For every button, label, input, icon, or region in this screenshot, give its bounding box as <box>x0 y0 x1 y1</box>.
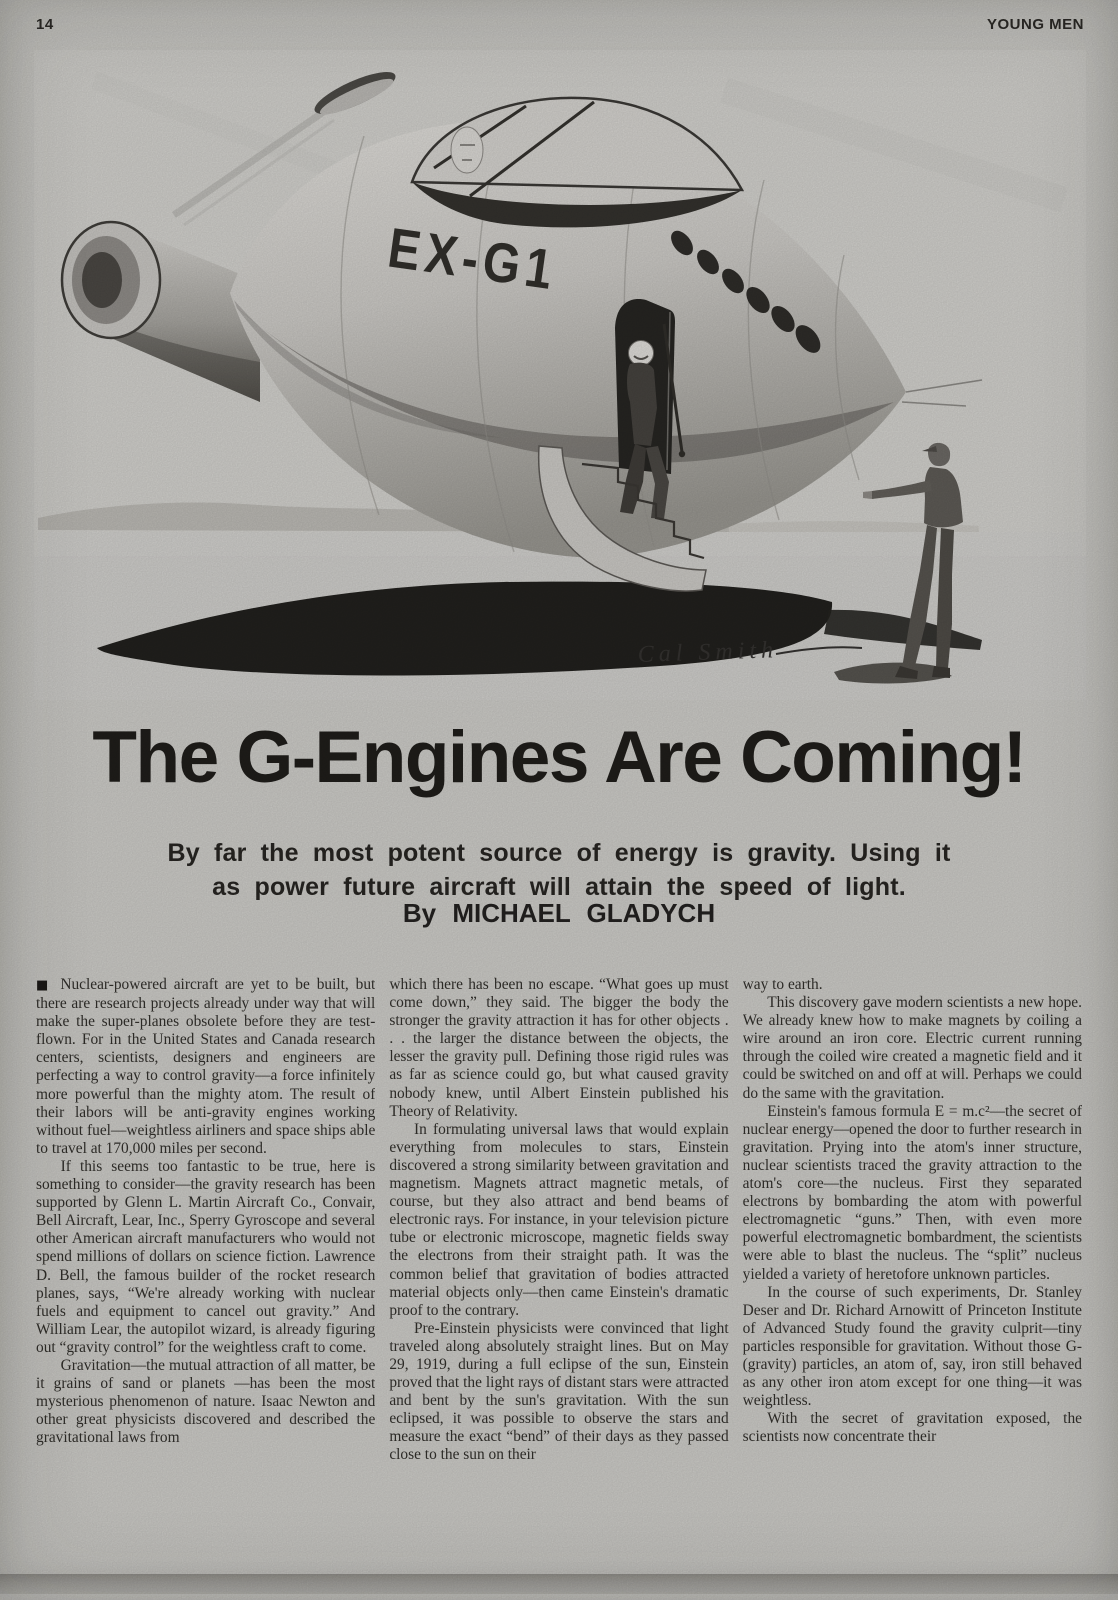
craft-marking: EX-G1 <box>384 215 590 306</box>
page-edge <box>0 1594 1118 1600</box>
body-paragraph <box>36 976 375 1158</box>
body-paragraph: which there has been no escape. “What goes up must come down,” they said. The bigger the body the stronger the gravity attraction it has for other objects . . . the larger the distance between the objects, the lesser the gravity pull. Defining those rigid rules was as far as science could go, but what caused gravity nobody knew, until Albert Einstein published his Theory of Relativity. <box>389 976 729 1120</box>
body-paragraph: If this seems too fantastic to be true, here is something to consider—the gravity research has been supported by Glenn L. Martin Aircraft Co., Convair, Bell Aircraft, Lear, Inc., Sperry Gyroscope and several other American aircraft manufacturers who would not spend millions of dollars on science fiction. Lawrence D. Bell, the famous builder of the rocket research planes, says, “We're already working with nuclear fuels and equipment to cancel out gravity.” And William Lear, the autopilot wizard, is already figuring out “gravity control” for the weightless craft to come. <box>36 1157 376 1356</box>
artist-signature: Cal Smith <box>637 637 779 668</box>
subtitle-line-2: as power future aircraft will attain the speed of light. <box>212 873 906 901</box>
body-paragraph: Einstein's famous formula E = m.c²—the secret of nuclear energy—opened the door to further research in gravitation. Prying into the atom's inner structure, nuclear scientists traced the gravity attraction to the atom's core—the nucleus. First they separated electrons by bombarding the atom with powerful electromagnetic “guns.” Then, with even more powerful electromagnetic bombardment, the scientists were able to blast the nucleus. The “split” nucleus yielded a variety of heretofore unknown particles. <box>742 1102 1082 1283</box>
article-subtitle <box>0 836 1118 904</box>
article-headline: The G-Engines Are Coming! <box>92 717 1026 798</box>
page-curl-shadow <box>0 1574 1118 1594</box>
column-3 <box>743 976 1082 1576</box>
paragraph-text: Nuclear-powered aircraft are yet to be built, but there are research projects already under way that will make the super-planes obsolete before they are test-flown. For in the United States and Canada research centers, scientists, designers and engineers are perfecting a way to control gravity—a force infinitely more powerful than the mighty atom. The result of their labors will be anti-gravity engines working without fuel—weightless airliners and space ships able to travel at 170,000 miles per second. <box>36 976 376 1157</box>
column-2 <box>389 976 728 1576</box>
cockpit-pilot-head <box>451 127 483 173</box>
body-paragraph: This discovery gave modern scientists a new hope. We already knew how to make magnets by coiling a wire around an iron core. Electric current running through the coiled wire created a magnetic field and it could be switched on and off at will. Perhaps we could do the same with the gravitation. <box>742 994 1082 1102</box>
column-1 <box>36 976 375 1576</box>
running-header <box>36 16 1084 33</box>
magazine-name: YOUNG MEN <box>986 16 1084 33</box>
subtitle-line-1: By far the most potent source of energy is gravity. Using it <box>167 839 951 867</box>
body-paragraph: With the secret of gravitation exposed, the scientists now concentrate their <box>742 1410 1082 1446</box>
article-body <box>36 976 1082 1576</box>
body-paragraph: Pre-Einstein physicists were convinced that light traveled along absolutely straight lines. But on May 29, 1919, during a full eclipse of the sun, Einstein proved that the light rays of distant stars were attracted and bent by the sun's gravitation. With the sun eclipsed, it was possible to observe the stars and measure the exact “bend” of their days as they passed close to the sun on their <box>389 1319 729 1464</box>
article-byline: By MICHAEL GLADYCH <box>402 898 716 928</box>
body-paragraph: In the course of such experiments, Dr. Stanley Deser and Dr. Richard Arnowitt of Princeton Institute of Advanced Study found the gravity culprit—tiny particles responsible for gravitation. Without those G-(gravity) particles, an atom of, say, iron still behaved as any other iron atom except for one thing—it was weightless. <box>742 1283 1082 1410</box>
page-number: 14 <box>36 16 54 33</box>
article-illustration <box>34 50 1086 700</box>
paragraph-lead-marker: ■ <box>36 978 52 993</box>
body-paragraph: way to earth. <box>742 976 823 993</box>
body-paragraph: In formulating universal laws that would explain everything from molecules to stars, Einstein discovered a strong similarity between gravitation and magnetism. Magnets attract magnetic metals, of course, but they also attract and bend beams of electronic rays. For instance, in your television picture tube or electronic microscope, magnetic fields sway the electrons from their straight path. It was the common belief that gravitation of bodies attracted material objects only—then came Einstein's dramatic proof to the contrary. <box>389 1120 729 1319</box>
body-paragraph: Gravitation—the mutual attraction of all matter, be it grains of sand or planets —has been the most mysterious phenomenon of nature. Isaac Newton and other great physicists discovered and described the gravitational laws from <box>36 1356 376 1447</box>
